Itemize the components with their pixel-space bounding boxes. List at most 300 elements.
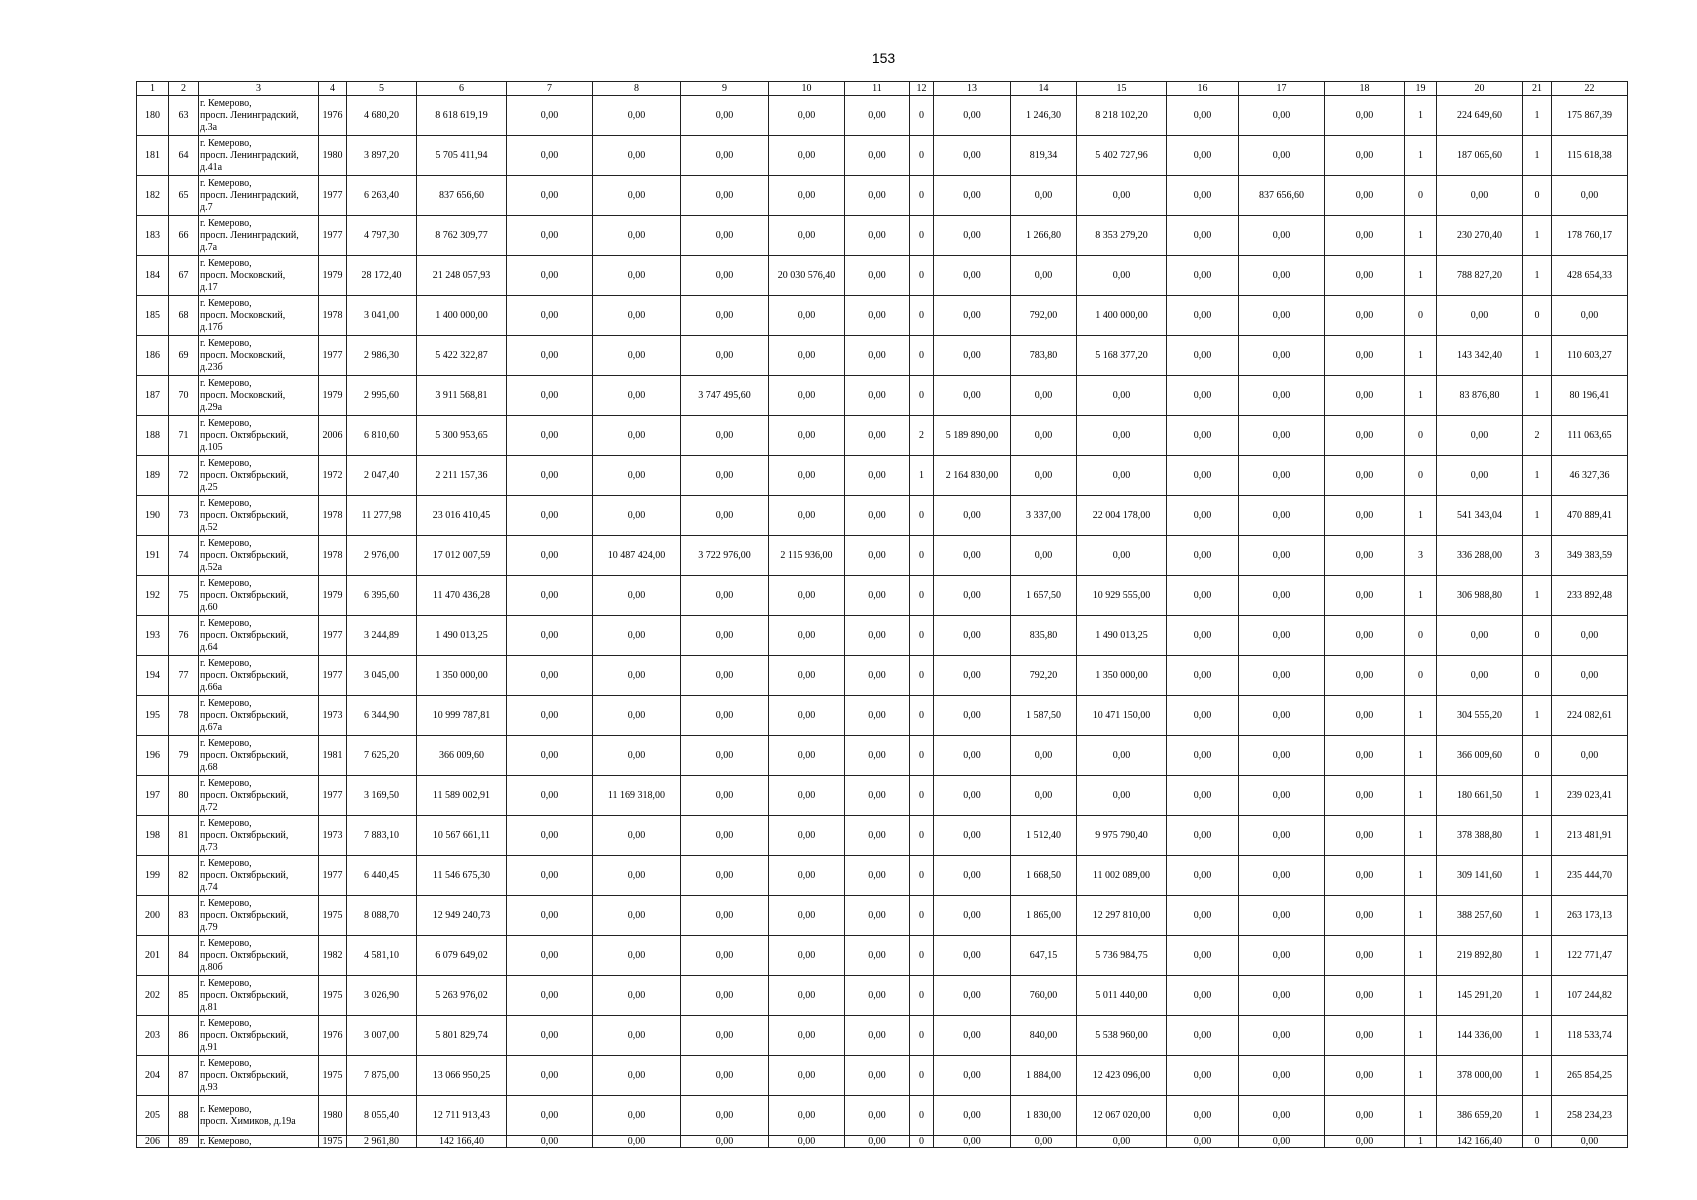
table-cell: 0,00 bbox=[845, 696, 910, 736]
table-cell: 185 bbox=[137, 296, 169, 336]
table-cell: 0,00 bbox=[593, 736, 681, 776]
table-cell: 0,00 bbox=[845, 576, 910, 616]
table-cell: 0,00 bbox=[593, 936, 681, 976]
table-cell: 71 bbox=[169, 416, 199, 456]
table-cell: 0,00 bbox=[769, 496, 845, 536]
table-cell: 142 166,40 bbox=[1437, 1136, 1523, 1148]
table-cell: 0,00 bbox=[934, 536, 1011, 576]
table-cell: 1980 bbox=[319, 1096, 347, 1136]
table-cell: 0,00 bbox=[1077, 1136, 1167, 1148]
table-cell: 309 141,60 bbox=[1437, 856, 1523, 896]
address-cell bbox=[199, 576, 319, 616]
address-line: д.17 bbox=[200, 281, 218, 293]
column-number-header: 3 bbox=[199, 82, 319, 96]
table-cell: 189 bbox=[137, 456, 169, 496]
table-cell: 0 bbox=[1523, 656, 1552, 696]
table-cell: 5 168 377,20 bbox=[1077, 336, 1167, 376]
table-cell: 1 bbox=[1405, 496, 1437, 536]
table-cell: 0,00 bbox=[1167, 656, 1239, 696]
table-row bbox=[137, 1056, 1628, 1096]
table-cell: 0,00 bbox=[934, 176, 1011, 216]
table-cell: 0,00 bbox=[1239, 96, 1325, 136]
table-cell: 0 bbox=[910, 336, 934, 376]
table-cell: 0,00 bbox=[845, 96, 910, 136]
table-cell: 0,00 bbox=[1325, 656, 1405, 696]
address-cell bbox=[199, 1096, 319, 1136]
column-number-header: 4 bbox=[319, 82, 347, 96]
table-cell: 0,00 bbox=[593, 256, 681, 296]
table-cell: 186 bbox=[137, 336, 169, 376]
table-cell: 1 bbox=[1405, 256, 1437, 296]
table-cell: 0 bbox=[910, 216, 934, 256]
address-line: д.79 bbox=[200, 921, 218, 933]
table-cell: 198 bbox=[137, 816, 169, 856]
table-cell: 12 297 810,00 bbox=[1077, 896, 1167, 936]
table-cell: 0,00 bbox=[593, 816, 681, 856]
address-line: г. Кемерово, bbox=[200, 337, 252, 349]
table-cell: 63 bbox=[169, 96, 199, 136]
table-cell: 0 bbox=[910, 816, 934, 856]
table-cell: 201 bbox=[137, 936, 169, 976]
table-cell: 0,00 bbox=[845, 936, 910, 976]
table-cell: 2 bbox=[1523, 416, 1552, 456]
table-cell: 0 bbox=[910, 376, 934, 416]
table-cell: 0,00 bbox=[1239, 816, 1325, 856]
table-cell: 0,00 bbox=[934, 216, 1011, 256]
table-cell: 0,00 bbox=[681, 696, 769, 736]
address-cell bbox=[199, 176, 319, 216]
table-cell: 0,00 bbox=[934, 1096, 1011, 1136]
table-cell: 0,00 bbox=[845, 336, 910, 376]
table-cell: 200 bbox=[137, 896, 169, 936]
table-cell: 258 234,23 bbox=[1552, 1096, 1628, 1136]
table-cell: 0,00 bbox=[1239, 216, 1325, 256]
table-cell: 178 760,17 bbox=[1552, 216, 1628, 256]
table-cell: 1 830,00 bbox=[1011, 1096, 1077, 1136]
table-cell: 0,00 bbox=[1167, 1016, 1239, 1056]
table-cell: 0,00 bbox=[593, 1016, 681, 1056]
table-cell: 0,00 bbox=[507, 176, 593, 216]
table-cell: 83 876,80 bbox=[1437, 376, 1523, 416]
table-cell: 1975 bbox=[319, 1056, 347, 1096]
table-cell: 0,00 bbox=[769, 336, 845, 376]
table-cell: 0,00 bbox=[1239, 736, 1325, 776]
address-line: д.105 bbox=[200, 441, 223, 453]
table-cell: 0,00 bbox=[1437, 296, 1523, 336]
table-cell: 0,00 bbox=[769, 856, 845, 896]
address-line: г. Кемерово, bbox=[200, 577, 252, 589]
table-cell: 7 875,00 bbox=[347, 1056, 417, 1096]
table-cell: 5 422 322,87 bbox=[417, 336, 507, 376]
table-cell: 0 bbox=[910, 1056, 934, 1096]
table-cell: 1980 bbox=[319, 136, 347, 176]
table-cell: 0,00 bbox=[507, 1056, 593, 1096]
table-cell: 0,00 bbox=[769, 936, 845, 976]
address-cell bbox=[199, 496, 319, 536]
address-line: г. Кемерово, bbox=[200, 737, 252, 749]
table-cell: 0,00 bbox=[1437, 416, 1523, 456]
table-cell: 0,00 bbox=[1325, 816, 1405, 856]
address-cell bbox=[199, 896, 319, 936]
table-cell: 792,20 bbox=[1011, 656, 1077, 696]
table-cell: 0,00 bbox=[593, 456, 681, 496]
table-cell: 142 166,40 bbox=[417, 1136, 507, 1148]
table-cell: 1 bbox=[1405, 936, 1437, 976]
table-cell: 1973 bbox=[319, 696, 347, 736]
column-number-header: 2 bbox=[169, 82, 199, 96]
table-cell: 2 164 830,00 bbox=[934, 456, 1011, 496]
address-line: г. Кемерово, bbox=[200, 977, 252, 989]
table-cell: 0 bbox=[910, 616, 934, 656]
table-cell: 230 270,40 bbox=[1437, 216, 1523, 256]
table-cell: 1972 bbox=[319, 456, 347, 496]
table-cell: 0 bbox=[910, 736, 934, 776]
address-line: просп. Московский, bbox=[200, 389, 286, 401]
table-cell: 0,00 bbox=[681, 296, 769, 336]
table-cell: 0,00 bbox=[1167, 856, 1239, 896]
table-cell: 0,00 bbox=[593, 976, 681, 1016]
address-line: просп. Октябрьский, bbox=[200, 869, 289, 881]
table-cell: 1 bbox=[1523, 1056, 1552, 1096]
table-cell: 1977 bbox=[319, 616, 347, 656]
table-cell: 7 883,10 bbox=[347, 816, 417, 856]
table-cell: 0,00 bbox=[845, 536, 910, 576]
table-cell: 5 263 976,02 bbox=[417, 976, 507, 1016]
table-row bbox=[137, 376, 1628, 416]
table-cell: 0 bbox=[910, 96, 934, 136]
table-cell: 73 bbox=[169, 496, 199, 536]
table-cell: 0,00 bbox=[1325, 736, 1405, 776]
table-cell: 1 490 013,25 bbox=[1077, 616, 1167, 656]
table-cell: 1 bbox=[1405, 216, 1437, 256]
table-cell: 1 bbox=[1405, 1016, 1437, 1056]
table-cell: 213 481,91 bbox=[1552, 816, 1628, 856]
address-line: г. Кемерово, bbox=[200, 1017, 252, 1029]
table-cell: 0 bbox=[1523, 296, 1552, 336]
address-cell bbox=[199, 656, 319, 696]
table-cell: 0,00 bbox=[1325, 856, 1405, 896]
table-cell: 0,00 bbox=[593, 696, 681, 736]
address-line: просп. Октябрьский, bbox=[200, 1069, 289, 1081]
table-cell: 0,00 bbox=[1325, 936, 1405, 976]
table-cell: 10 567 661,11 bbox=[417, 816, 507, 856]
table-cell: 0,00 bbox=[1239, 896, 1325, 936]
table-cell: 1 bbox=[1405, 856, 1437, 896]
address-line: просп. Октябрьский, bbox=[200, 749, 289, 761]
table-cell: 0,00 bbox=[1167, 696, 1239, 736]
table-cell: 2 976,00 bbox=[347, 536, 417, 576]
table-cell: 0,00 bbox=[769, 176, 845, 216]
table-cell: 64 bbox=[169, 136, 199, 176]
column-number-header: 14 bbox=[1011, 82, 1077, 96]
table-cell: 0,00 bbox=[934, 576, 1011, 616]
address-line: г. Кемерово, bbox=[200, 817, 252, 829]
column-number-row bbox=[137, 82, 1628, 96]
table-cell: 1 350 000,00 bbox=[417, 656, 507, 696]
table-row bbox=[137, 856, 1628, 896]
table-cell: 0 bbox=[1523, 616, 1552, 656]
table-cell: 0,00 bbox=[1239, 976, 1325, 1016]
table-cell: 193 bbox=[137, 616, 169, 656]
table-cell: 3 026,90 bbox=[347, 976, 417, 1016]
table-cell: 0,00 bbox=[593, 496, 681, 536]
table-row bbox=[137, 576, 1628, 616]
table-row bbox=[137, 536, 1628, 576]
table-cell: 11 546 675,30 bbox=[417, 856, 507, 896]
address-line: г. Кемерово, bbox=[200, 497, 252, 509]
table-cell: 306 988,80 bbox=[1437, 576, 1523, 616]
table-cell: 0,00 bbox=[681, 416, 769, 456]
table-cell: 86 bbox=[169, 1016, 199, 1056]
table-cell: 175 867,39 bbox=[1552, 96, 1628, 136]
table-cell: 0,00 bbox=[681, 736, 769, 776]
column-number-header: 1 bbox=[137, 82, 169, 96]
table-cell: 199 bbox=[137, 856, 169, 896]
table-cell: 0,00 bbox=[681, 896, 769, 936]
table-cell: 1 bbox=[1405, 336, 1437, 376]
table-cell: 0,00 bbox=[1167, 296, 1239, 336]
table-cell: 0,00 bbox=[1325, 96, 1405, 136]
address-line: просп. Октябрьский, bbox=[200, 789, 289, 801]
table-cell: 0,00 bbox=[1437, 656, 1523, 696]
table-cell: 0,00 bbox=[1167, 136, 1239, 176]
address-line: просп. Октябрьский, bbox=[200, 549, 289, 561]
table-cell: 12 423 096,00 bbox=[1077, 1056, 1167, 1096]
address-cell bbox=[199, 136, 319, 176]
table-cell: 0 bbox=[1523, 176, 1552, 216]
table-cell: 10 999 787,81 bbox=[417, 696, 507, 736]
table-cell: 80 bbox=[169, 776, 199, 816]
table-cell: 2 986,30 bbox=[347, 336, 417, 376]
table-cell: 0,00 bbox=[1011, 776, 1077, 816]
address-line: просп. Октябрьский, bbox=[200, 709, 289, 721]
table-cell: 0 bbox=[910, 136, 934, 176]
table-cell: 0,00 bbox=[1437, 456, 1523, 496]
table-cell: 0,00 bbox=[845, 496, 910, 536]
table-cell: 182 bbox=[137, 176, 169, 216]
table-cell: 235 444,70 bbox=[1552, 856, 1628, 896]
table-cell: 0,00 bbox=[507, 536, 593, 576]
address-cell bbox=[199, 976, 319, 1016]
table-cell: 1 bbox=[1523, 456, 1552, 496]
table-cell: 0,00 bbox=[681, 336, 769, 376]
table-cell: 75 bbox=[169, 576, 199, 616]
table-cell: 0,00 bbox=[1552, 736, 1628, 776]
table-cell: 1973 bbox=[319, 816, 347, 856]
table-cell: 0,00 bbox=[681, 496, 769, 536]
address-line: д.60 bbox=[200, 601, 218, 613]
address-cell bbox=[199, 776, 319, 816]
address-line: д.68 bbox=[200, 761, 218, 773]
address-line: просп. Ленинградский, bbox=[200, 149, 299, 161]
table-cell: 202 bbox=[137, 976, 169, 1016]
table-cell: 0,00 bbox=[769, 696, 845, 736]
table-cell: 1 bbox=[1523, 376, 1552, 416]
table-row bbox=[137, 176, 1628, 216]
table-cell: 5 402 727,96 bbox=[1077, 136, 1167, 176]
table-cell: 378 000,00 bbox=[1437, 1056, 1523, 1096]
table-cell: 3 911 568,81 bbox=[417, 376, 507, 416]
table-cell: 0,00 bbox=[507, 776, 593, 816]
table-cell: 0,00 bbox=[934, 816, 1011, 856]
address-line: г. Кемерово, bbox=[200, 1057, 252, 1069]
table-cell: 0,00 bbox=[681, 1056, 769, 1096]
address-line: просп. Октябрьский, bbox=[200, 949, 289, 961]
table-cell: 1977 bbox=[319, 656, 347, 696]
table-cell: 0,00 bbox=[1239, 1136, 1325, 1148]
table-cell: 760,00 bbox=[1011, 976, 1077, 1016]
address-cell bbox=[199, 936, 319, 976]
table-cell: 0,00 bbox=[593, 416, 681, 456]
table-cell: 0,00 bbox=[681, 816, 769, 856]
table-cell: 0,00 bbox=[845, 736, 910, 776]
table-cell: 0,00 bbox=[1325, 136, 1405, 176]
table-cell: 1975 bbox=[319, 1136, 347, 1148]
table-cell: 0,00 bbox=[845, 1056, 910, 1096]
table-cell: 6 079 649,02 bbox=[417, 936, 507, 976]
table-cell: 0,00 bbox=[507, 1016, 593, 1056]
table-cell: 1975 bbox=[319, 896, 347, 936]
table-cell: 0 bbox=[910, 176, 934, 216]
address-cell bbox=[199, 336, 319, 376]
address-line: просп. Октябрьский, bbox=[200, 669, 289, 681]
column-number-header: 7 bbox=[507, 82, 593, 96]
table-cell: 0,00 bbox=[681, 976, 769, 1016]
table-row bbox=[137, 416, 1628, 456]
table-cell: 3 bbox=[1523, 536, 1552, 576]
table-cell: 0,00 bbox=[934, 976, 1011, 1016]
address-cell bbox=[199, 1016, 319, 1056]
table-cell: 1 bbox=[1523, 976, 1552, 1016]
table-cell: 1977 bbox=[319, 776, 347, 816]
address-line: д.66а bbox=[200, 681, 223, 693]
table-cell: 0,00 bbox=[934, 736, 1011, 776]
table-cell: 0,00 bbox=[1325, 576, 1405, 616]
table-cell: 0,00 bbox=[507, 856, 593, 896]
table-cell: 10 471 150,00 bbox=[1077, 696, 1167, 736]
table-cell: 1981 bbox=[319, 736, 347, 776]
table-row bbox=[137, 616, 1628, 656]
table-row bbox=[137, 256, 1628, 296]
address-cell bbox=[199, 736, 319, 776]
table-cell: 1 865,00 bbox=[1011, 896, 1077, 936]
table-cell: 0,00 bbox=[1325, 216, 1405, 256]
table-cell: 28 172,40 bbox=[347, 256, 417, 296]
table-row bbox=[137, 936, 1628, 976]
address-line: просп. Октябрьский, bbox=[200, 469, 289, 481]
table-cell: 0,00 bbox=[769, 896, 845, 936]
table-cell: 0,00 bbox=[1239, 656, 1325, 696]
table-body bbox=[137, 82, 1628, 1148]
table-cell: 0,00 bbox=[681, 616, 769, 656]
table-cell: 6 395,60 bbox=[347, 576, 417, 616]
table-cell: 0 bbox=[1405, 176, 1437, 216]
table-cell: 0 bbox=[910, 496, 934, 536]
table-cell: 0,00 bbox=[1325, 1016, 1405, 1056]
address-cell bbox=[199, 296, 319, 336]
table-cell: 0,00 bbox=[507, 696, 593, 736]
housing-register-table bbox=[136, 81, 1628, 1148]
table-cell: 0 bbox=[910, 536, 934, 576]
table-cell: 219 892,80 bbox=[1437, 936, 1523, 976]
table-cell: 1 bbox=[1405, 136, 1437, 176]
table-cell: 11 277,98 bbox=[347, 496, 417, 536]
table-cell: 0,00 bbox=[593, 216, 681, 256]
table-cell: 0,00 bbox=[1325, 536, 1405, 576]
table-cell: 1 bbox=[1523, 496, 1552, 536]
table-cell: 2 211 157,36 bbox=[417, 456, 507, 496]
table-cell: 1975 bbox=[319, 976, 347, 1016]
address-line: просп. Октябрьский, bbox=[200, 509, 289, 521]
table-cell: 0,00 bbox=[934, 896, 1011, 936]
table-cell: 1 bbox=[1405, 976, 1437, 1016]
table-cell: 0,00 bbox=[681, 1016, 769, 1056]
address-line: г. Кемерово, bbox=[200, 897, 252, 909]
table-cell: 0 bbox=[910, 296, 934, 336]
table-cell: 0,00 bbox=[1552, 296, 1628, 336]
table-cell: 0,00 bbox=[1325, 616, 1405, 656]
table-row bbox=[137, 1136, 1628, 1148]
address-line: д.7а bbox=[200, 241, 218, 253]
table-cell: 0,00 bbox=[681, 256, 769, 296]
table-cell: 0,00 bbox=[1325, 1096, 1405, 1136]
table-cell: 1 bbox=[1523, 856, 1552, 896]
table-cell: 0,00 bbox=[845, 456, 910, 496]
table-cell: 1 350 000,00 bbox=[1077, 656, 1167, 696]
table-cell: 378 388,80 bbox=[1437, 816, 1523, 856]
table-cell: 4 797,30 bbox=[347, 216, 417, 256]
address-line: г. Кемерово, bbox=[200, 377, 252, 389]
table-cell: 0,00 bbox=[507, 256, 593, 296]
table-cell: 0,00 bbox=[769, 816, 845, 856]
table-cell: 0,00 bbox=[1239, 776, 1325, 816]
table-cell: 0 bbox=[1405, 656, 1437, 696]
table-cell: 0,00 bbox=[681, 456, 769, 496]
table-cell: 1 bbox=[1405, 896, 1437, 936]
table-cell: 87 bbox=[169, 1056, 199, 1096]
table-cell: 8 218 102,20 bbox=[1077, 96, 1167, 136]
table-cell: 0,00 bbox=[1325, 456, 1405, 496]
table-cell: 428 654,33 bbox=[1552, 256, 1628, 296]
address-cell bbox=[199, 456, 319, 496]
table-cell: 0,00 bbox=[769, 96, 845, 136]
table-cell: 111 063,65 bbox=[1552, 416, 1628, 456]
table-cell: 0,00 bbox=[1167, 336, 1239, 376]
table-cell: 1 bbox=[1405, 776, 1437, 816]
table-cell: 0,00 bbox=[934, 376, 1011, 416]
table-cell: 69 bbox=[169, 336, 199, 376]
table-cell: 0,00 bbox=[934, 256, 1011, 296]
address-line: просп. Московский, bbox=[200, 309, 286, 321]
address-cell bbox=[199, 216, 319, 256]
table-cell: 0,00 bbox=[1167, 96, 1239, 136]
table-cell: 233 892,48 bbox=[1552, 576, 1628, 616]
table-cell: 22 004 178,00 bbox=[1077, 496, 1167, 536]
table-cell: 0,00 bbox=[1011, 456, 1077, 496]
table-cell: 0,00 bbox=[845, 616, 910, 656]
table-cell: 0,00 bbox=[593, 96, 681, 136]
table-cell: 0,00 bbox=[845, 776, 910, 816]
table-cell: 0,00 bbox=[1167, 1056, 1239, 1096]
table-cell: 783,80 bbox=[1011, 336, 1077, 376]
table-cell: 0,00 bbox=[934, 96, 1011, 136]
table-cell: 0 bbox=[1523, 1136, 1552, 1148]
address-line: д.52 bbox=[200, 521, 218, 533]
address-line: д.25 bbox=[200, 481, 218, 493]
table-cell: 0 bbox=[910, 256, 934, 296]
table-cell: 0,00 bbox=[769, 776, 845, 816]
table-cell: 0,00 bbox=[507, 1136, 593, 1148]
